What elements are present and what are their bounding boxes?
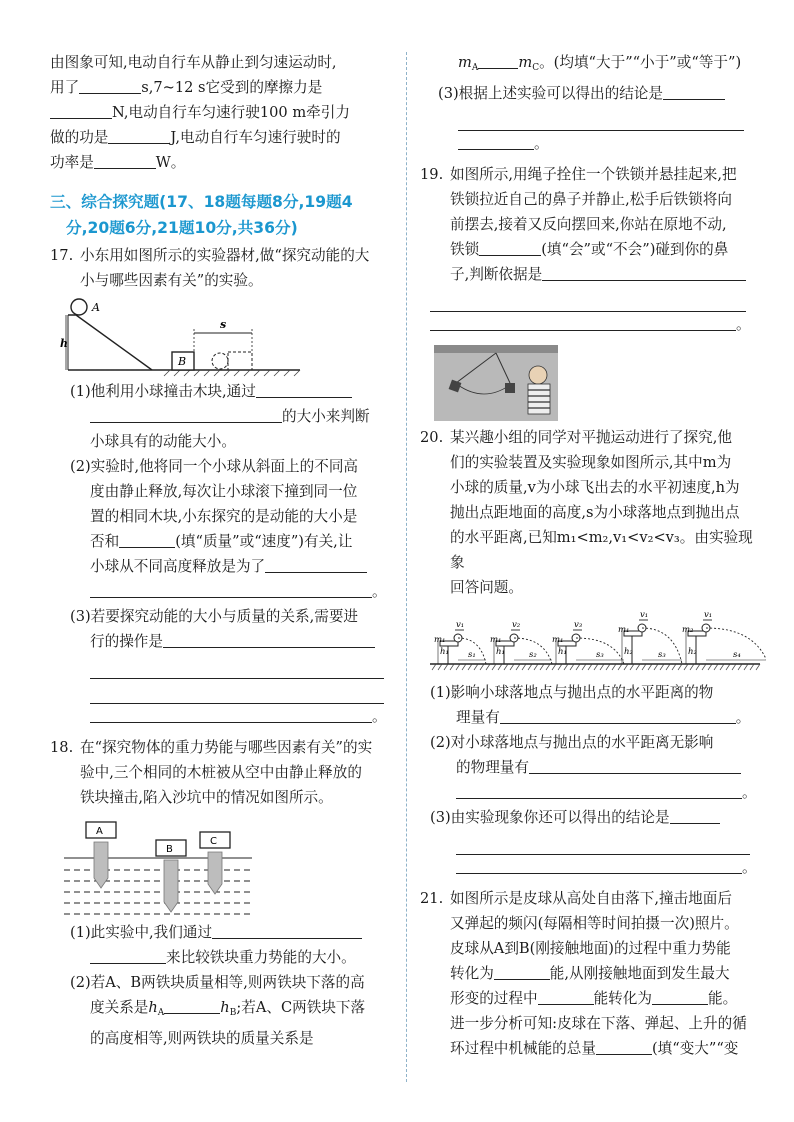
q19-line7: 。: [420, 312, 764, 337]
q20-2-line1: (2)对小球落地点与抛出点的水平距离无影响: [430, 734, 714, 751]
q18-2-line3: 的高度相等,则两铁块的质量关系是: [90, 1030, 314, 1047]
person-shirt: [528, 384, 550, 414]
label-block-c: C: [210, 836, 217, 847]
q20-3-line1: (3)由实验现象你还可以得出的结论是: [420, 805, 764, 830]
lock-right: [505, 383, 515, 393]
label-m-3: m₁: [552, 635, 564, 645]
q17-line2: 小与哪些因素有关”的实验。: [80, 272, 263, 289]
q16-line4: 做的功是 J,电动自行车匀速行驶时的: [50, 129, 341, 146]
q20-line6: 回答问题。: [450, 579, 523, 596]
ground-hatch: [510, 664, 514, 670]
q18-2-line2: 度关系是$h_A$ $h_B$;若A、C两铁块下落: [90, 999, 366, 1018]
ground-hatch: [582, 664, 586, 670]
q20-2-line3: 。: [420, 780, 764, 805]
ground-hatch: [462, 664, 466, 670]
q21-line1: 21. 如图所示是皮球从高处自由落下,撞击地面后: [420, 886, 764, 911]
q16-line3: N,电动自行车匀速行驶100 m牵引力: [50, 100, 396, 125]
blank-q18-1b[interactable]: [90, 949, 166, 964]
ground-hatch: [606, 664, 610, 670]
q18-line3: 铁块撞击,陷入沙坑中的情况如图所示。: [80, 789, 333, 806]
blank-q20-3b[interactable]: [456, 830, 750, 855]
q20-2-line2: 的物理量有: [420, 755, 764, 780]
q17-1-line1: (1)他利用小球撞击木块,通过: [50, 379, 396, 404]
q19-line2: 铁锁拉近自己的鼻子并静止,松手后铁锁将向: [450, 191, 732, 208]
ground-hatch: [558, 664, 562, 670]
q18-1-line2: 来比较铁块重力势能的大小。: [50, 945, 396, 970]
label-h-3: h₁: [558, 647, 567, 657]
label-v-3: v₃: [574, 620, 583, 630]
blank-q17-3d[interactable]: [90, 708, 372, 723]
ball-a: [71, 299, 87, 315]
ground-hatch: [720, 664, 724, 670]
q20-line1: 20. 某兴趣小组的同学对平抛运动进行了探究,他: [420, 425, 764, 450]
blank-q17-3c[interactable]: [90, 679, 384, 704]
label-v-1: v₁: [456, 620, 465, 630]
q21-line2: 又弹起的频闪(每隔相等时间拍摄一次)照片。: [450, 915, 739, 932]
section-title: 三、综合探究题(17、18题每题8分,19题4 分,20题6分,21题10分,共36分): [50, 193, 353, 237]
q20-figure: [430, 608, 766, 676]
ground-hatch: [540, 664, 544, 670]
ground-hatch: [534, 664, 538, 670]
blank-q21-a[interactable]: [494, 965, 550, 980]
q17-1-line2: 的大小来判断: [50, 404, 396, 429]
blank-q20-3c[interactable]: [456, 859, 742, 874]
label-m-5: m₂: [682, 625, 694, 635]
q19-number: 19.: [420, 166, 444, 183]
q20-1-line1: (1)影响小球落地点与抛出点的水平距离的物: [430, 684, 714, 701]
label-s: s: [220, 318, 227, 331]
q18-line1: 18. 在“探究物体的重力势能与哪些因素有关”的实: [50, 735, 396, 760]
label-a: A: [92, 301, 100, 314]
ground-hatch: [546, 664, 550, 670]
blank-work[interactable]: [108, 129, 170, 144]
ground-hatch: [522, 664, 526, 670]
ground-hatch: [444, 664, 448, 670]
stake-c: [208, 852, 222, 894]
blank-q17-2c[interactable]: [90, 583, 372, 598]
q17-3-line1: (3)若要探究动能的大小与质量的关系,需要进: [70, 608, 359, 625]
ground-hatch: [756, 664, 760, 670]
q19-line4: 铁锁 (填“会”或“不会”)碰到你的鼻: [450, 241, 729, 258]
label-v-5: v₁: [704, 610, 713, 620]
ball-dashed: [212, 353, 228, 369]
q16-line2: 用了 s,7~12 s它受到的摩擦力是: [50, 79, 323, 96]
ground-hatch: [654, 664, 658, 670]
blank-q18-1a[interactable]: [212, 924, 362, 939]
ground-hatch: [552, 664, 556, 670]
left-column: [50, 50, 396, 1051]
sand-layers: [64, 858, 252, 914]
q19-line1: 19. 如图所示,用绳子拴住一个铁锁并悬挂起来,把: [420, 162, 764, 187]
blank-q19-a[interactable]: [479, 241, 541, 256]
ground-hatch: [636, 664, 640, 670]
q19-figure: [434, 345, 558, 421]
stake-a: [94, 842, 108, 888]
ground-hatch: [492, 664, 496, 670]
label-s-4: s₃: [658, 650, 666, 660]
label-s-2: s₂: [529, 650, 537, 660]
q21-line6: 进一步分析可知:皮球在下落、弹起、上升的循: [450, 1015, 747, 1032]
blank-q17-1b[interactable]: [90, 408, 282, 423]
q18-3-line1: (3)根据上述实验可以得出的结论是: [420, 81, 764, 106]
ground-hatch: [480, 664, 484, 670]
label-s-3: s₃: [596, 650, 604, 660]
ground-hatch: [504, 664, 508, 670]
ground-hatch: [672, 664, 676, 670]
blank-q21-c[interactable]: [652, 990, 708, 1005]
q18-1-line1: (1)此实验中,我们通过: [50, 920, 396, 945]
ground-hatch: [726, 664, 730, 670]
ground-hatch: [600, 664, 604, 670]
blank-q18-3a[interactable]: [663, 85, 725, 100]
ground-hatch: [474, 664, 478, 670]
ground-hatch: [714, 664, 718, 670]
incline: [68, 315, 152, 370]
label-s-5: s₄: [733, 650, 741, 660]
ground-hatch: [618, 664, 622, 670]
q17-2-line6: 。: [50, 579, 396, 604]
label-v-4: v₁: [640, 610, 649, 620]
ground-hatch: [666, 664, 670, 670]
label-h-2: h₁: [496, 647, 505, 657]
q17-2-line4: 否和 (填“质量”或“速度”)有关,让: [90, 533, 353, 550]
ground-hatch: [732, 664, 736, 670]
blank-q19-b[interactable]: [542, 266, 746, 281]
q21-line4: 转化为 能,从刚接触地面到发生最大: [450, 965, 730, 982]
blank-q20-2a[interactable]: [529, 759, 741, 774]
q17-2-line1: (2)实验时,他将同一个小球从斜面上的不同高: [70, 458, 359, 475]
ground-hatch: [438, 664, 442, 670]
ground-hatch: [456, 664, 460, 670]
q18-2-line4: $m_A$ $m_C$。(均填“大于”“小于”或“等于”): [458, 54, 742, 73]
ground-hatch: [576, 664, 580, 670]
blank-q18-2b[interactable]: [478, 54, 518, 69]
stake-b: [164, 860, 178, 912]
blank-q20-1[interactable]: [500, 709, 736, 724]
ground-hatch: [696, 664, 700, 670]
q17-figure: [60, 297, 310, 377]
ground-hatch: [450, 664, 454, 670]
blank-q20-3a[interactable]: [670, 809, 720, 824]
q17-2-line5: 小球从不同高度释放是为了: [50, 554, 396, 579]
blank-q18-3c[interactable]: [458, 135, 534, 150]
ground-hatch: [630, 664, 634, 670]
ground-hatch: [738, 664, 742, 670]
ground-hatch: [642, 664, 646, 670]
ground-hatch: [588, 664, 592, 670]
ground-hatch: [708, 664, 712, 670]
ground-hatch: [570, 664, 574, 670]
ground-hatch: [690, 664, 694, 670]
q19-line3: 前摆去,接着又反向摆回来,你站在原地不动,: [450, 216, 727, 233]
ground-hatch: [486, 664, 490, 670]
blank-q17-3a[interactable]: [163, 633, 375, 648]
blank-q19-d[interactable]: [430, 316, 736, 331]
q18-2-line1: (2)若A、B两铁块质量相等,则两铁块下落的高: [70, 974, 365, 991]
blank-q21-d[interactable]: [596, 1040, 652, 1055]
q18-3-line3: 。: [420, 131, 764, 156]
label-h: h: [60, 337, 68, 350]
q20-line4: 抛出点距地面的高度,s为小球落地点到抛出点: [450, 504, 740, 521]
blank-q18-2a[interactable]: [164, 999, 220, 1014]
q21-number: 21.: [420, 890, 444, 907]
q21-line7: 环过程中机械能的总量 (填“变大”“变: [450, 1040, 739, 1057]
ceiling: [434, 345, 558, 353]
ground-hatch: [684, 664, 688, 670]
ground-hatch: [678, 664, 682, 670]
label-s-1: s₁: [468, 650, 476, 660]
ground-hatch: [750, 664, 754, 670]
label-block-b: B: [166, 844, 173, 855]
label-b: B: [178, 355, 187, 368]
q20-line3: 小球的质量,v为小球飞出去的水平初速度,h为: [450, 479, 740, 496]
q17-3-line5: 。: [50, 704, 396, 729]
blank-q17-2a[interactable]: [119, 533, 175, 548]
q20-3-line3: 。: [420, 855, 764, 880]
ground-hatch: [612, 664, 616, 670]
blank-q17-1a[interactable]: [256, 383, 352, 398]
label-m-4: m₁: [618, 625, 630, 635]
q19-line5: 子,判断依据是: [420, 262, 764, 287]
right-column: [420, 50, 764, 1061]
blank-q21-b[interactable]: [538, 990, 594, 1005]
label-block-a: A: [96, 826, 103, 837]
q17-line1: 17. 小东用如图所示的实验器材,做“探究动能的大: [50, 243, 396, 268]
blank-q17-2b[interactable]: [265, 558, 367, 573]
q21-line5: 形变的过程中 能转化为 能。: [450, 990, 738, 1007]
blank-q17-3b[interactable]: [90, 654, 384, 679]
label-m-1: m₁: [434, 635, 446, 645]
ground-hatch: [648, 664, 652, 670]
q17-number: 17.: [50, 247, 74, 264]
q20-number: 20.: [420, 429, 444, 446]
q20-line2: 们的实验装置及实验现象如图所示,其中m为: [450, 454, 732, 471]
ground-hatch: [432, 664, 436, 670]
q17-1-line3: 小球具有的动能大小。: [90, 433, 236, 450]
blank-q19-c[interactable]: [430, 287, 746, 312]
ground-hatch: [468, 664, 472, 670]
q21-line3: 皮球从A到B(刚接触地面)的过程中重力势能: [450, 940, 731, 957]
ground-hatch: [624, 664, 628, 670]
q20-1-line2: 理量有 。: [456, 709, 751, 726]
q18-number: 18.: [50, 739, 74, 756]
blank-accel-time[interactable]: [79, 79, 141, 94]
ground-hatch: [528, 664, 532, 670]
q16-line1: 由图象可知,电动自行车从静止到匀速运动时,: [50, 54, 337, 71]
q17-2-line2: 度由静止释放,每次让小球滚下撞到同一位: [90, 483, 358, 500]
block-moved: [228, 352, 252, 370]
column-divider: [406, 52, 407, 1082]
ground-hatch: [594, 664, 598, 670]
label-h-4: h₂: [624, 647, 633, 657]
q17-3-line2: 行的操作是: [50, 629, 396, 654]
person-head: [529, 366, 547, 384]
ground-hatch: [744, 664, 748, 670]
ground-hatch: [516, 664, 520, 670]
label-m-2: m₁: [490, 635, 502, 645]
ground-hatch: [702, 664, 706, 670]
blank-q20-2b[interactable]: [456, 784, 742, 799]
q16-line5: 功率是 W。: [50, 154, 186, 171]
label-h-1: h₁: [440, 647, 449, 657]
q20-line5: 的水平距离,已知m₁<m₂,v₁<v₂<v₃。由实验现象: [450, 529, 753, 571]
label-h-5: h₂: [688, 647, 697, 657]
q18-figure: [62, 818, 262, 918]
ground-hatch: [660, 664, 664, 670]
ground-hatch: [164, 370, 300, 376]
q17-2-line3: 置的相同木块,小东探究的是动能的大小是: [90, 508, 358, 525]
ground-hatch: [564, 664, 568, 670]
blank-q18-3b[interactable]: [458, 106, 744, 131]
blank-friction[interactable]: [50, 104, 112, 119]
label-v-2: v₂: [512, 620, 521, 630]
blank-power[interactable]: [94, 154, 156, 169]
q18-line2: 验中,三个相同的木桩被从空中由静止释放的: [80, 764, 362, 781]
ground-hatch: [498, 664, 502, 670]
